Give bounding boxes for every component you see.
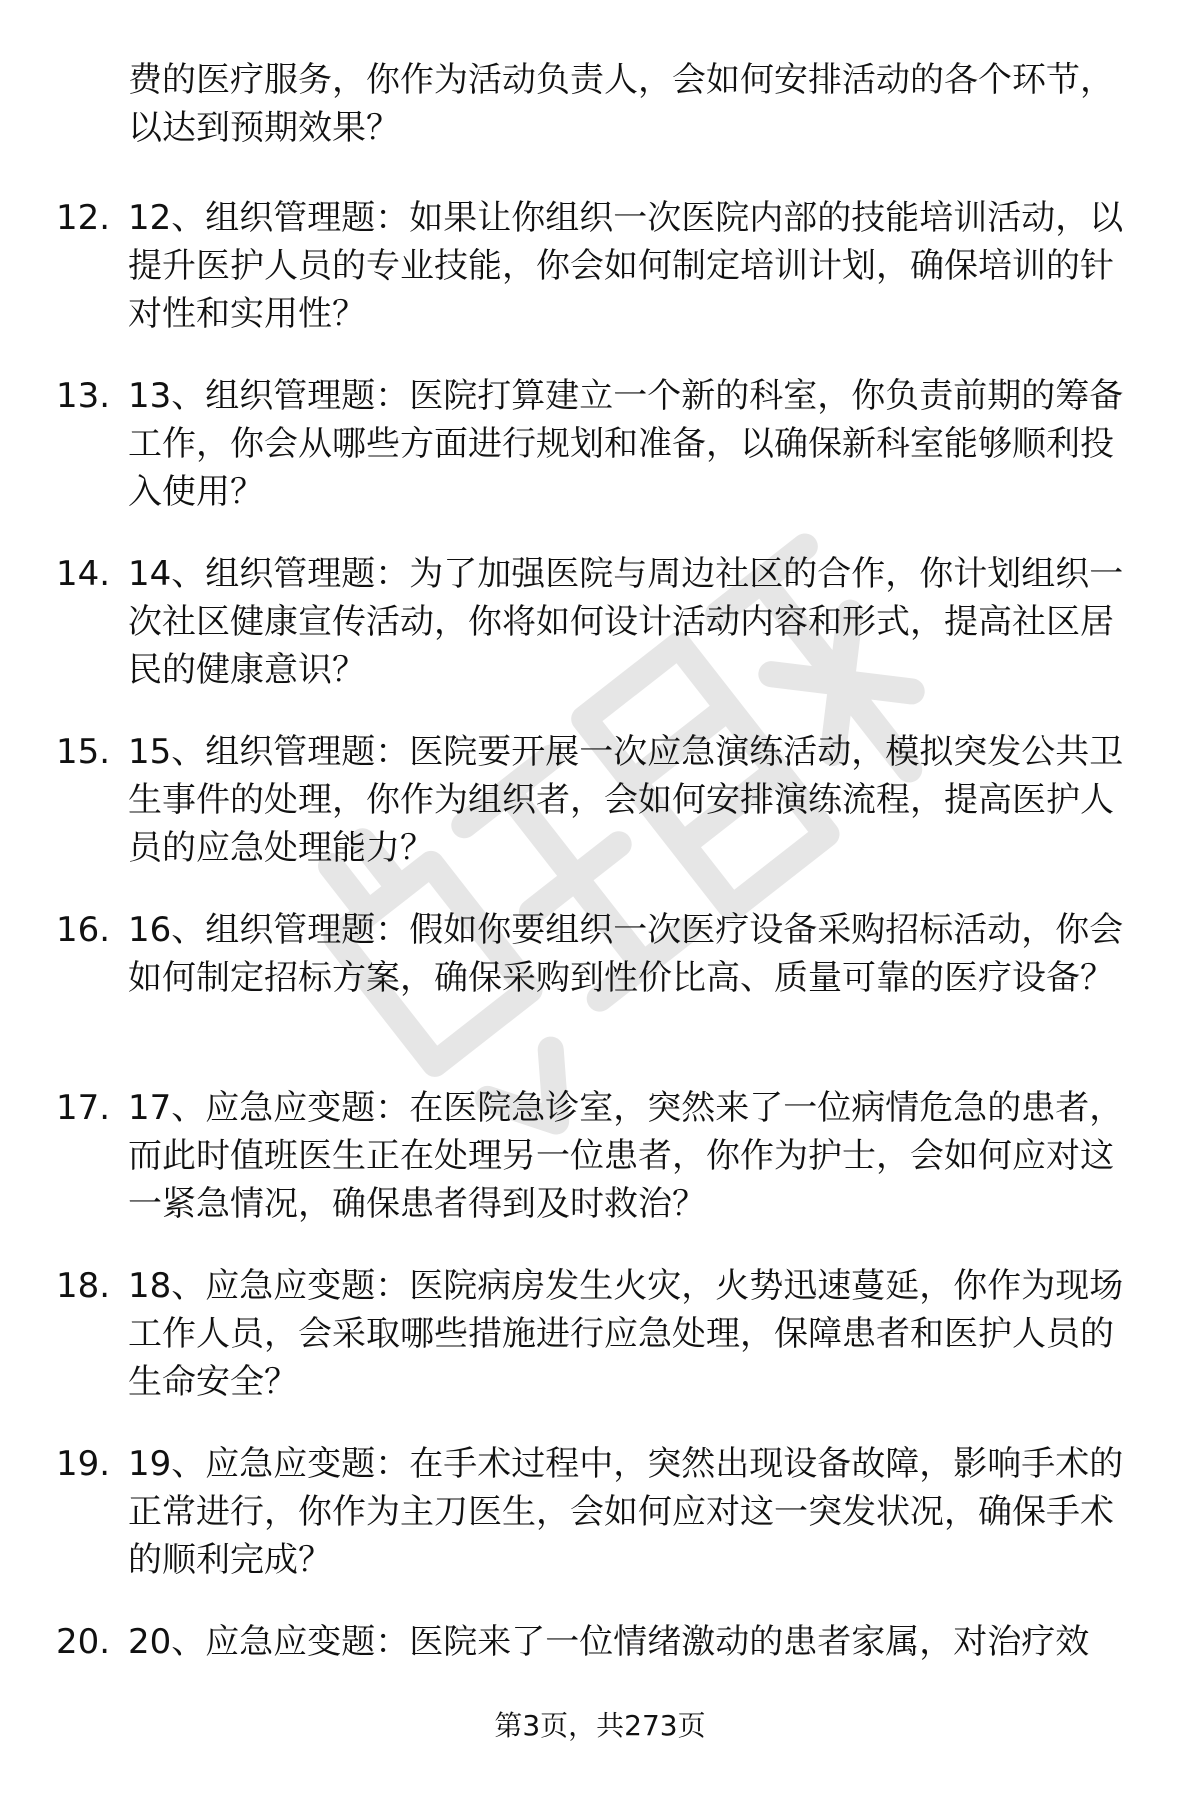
list-item	[0, 550, 1200, 728]
list-item	[0, 906, 1200, 1084]
item-number: 19.	[56, 1444, 111, 1484]
item-text: 16、组织管理题：假如你要组织一次医疗设备采购招标活动，你会如何制定招标方案，确保采购到性价比高、质量可靠的医疗设备？	[128, 910, 1124, 998]
item-number: 15.	[56, 732, 111, 772]
list-item	[0, 1618, 1200, 1796]
item-number: 14.	[56, 554, 111, 594]
item-text: 13、组织管理题：医院打算建立一个新的科室，你负责前期的筹备工作，你会从哪些方面进行规划和准备，以确保新科室能够顺利投入使用？	[128, 376, 1124, 512]
item-number: 17.	[56, 1088, 111, 1128]
item-text: 18、应急应变题：医院病房发生火灾，火势迅速蔓延，你作为现场工作人员，会采取哪些措施进行应急处理，保障患者和医护人员的生命安全？	[128, 1266, 1124, 1402]
item-text: 15、组织管理题：医院要开展一次应急演练活动，模拟突发公共卫生事件的处理，你作为组织者，会如何安排演练流程，提高医护人员的应急处理能力？	[128, 732, 1124, 868]
item-number: 16.	[56, 910, 111, 950]
list-item	[0, 1084, 1200, 1262]
item-number: 18.	[56, 1266, 111, 1306]
list-item	[0, 194, 1200, 372]
item-text: 19、应急应变题：在手术过程中，突然出现设备故障，影响手术的正常进行，你作为主刀医生，会如何应对这一突发状况，确保手术的顺利完成？	[128, 1444, 1124, 1580]
item-text: 17、应急应变题：在医院急诊室，突然来了一位病情危急的患者，而此时值班医生正在处理另一位患者，你作为护士，会如何应对这一紧急情况，确保患者得到及时救治？	[128, 1088, 1124, 1224]
list-item	[0, 372, 1200, 550]
item-text: 12、组织管理题：如果让你组织一次医院内部的技能培训活动，以提升医护人员的专业技能，你会如何制定培训计划，确保培训的针对性和实用性？	[128, 198, 1124, 334]
item-number: 13.	[56, 376, 111, 416]
list-item	[0, 1262, 1200, 1440]
item-number: 20.	[56, 1622, 111, 1662]
item-number: 12.	[56, 198, 111, 238]
continuation-text: 费的医疗服务，你作为活动负责人，会如何安排活动的各个环节，以达到预期效果？	[128, 60, 1114, 148]
list-item	[0, 1440, 1200, 1618]
item-text: 14、组织管理题：为了加强医院与周边社区的合作，你计划组织一次社区健康宣传活动，你将如何设计活动内容和形式，提高社区居民的健康意识？	[128, 554, 1124, 690]
page-footer: 第3页，共273页	[494, 1709, 706, 1742]
question-list	[0, 194, 1200, 1796]
list-item	[0, 728, 1200, 906]
item-text: 20、应急应变题：医院来了一位情绪激动的患者家属，对治疗效	[128, 1622, 1090, 1662]
